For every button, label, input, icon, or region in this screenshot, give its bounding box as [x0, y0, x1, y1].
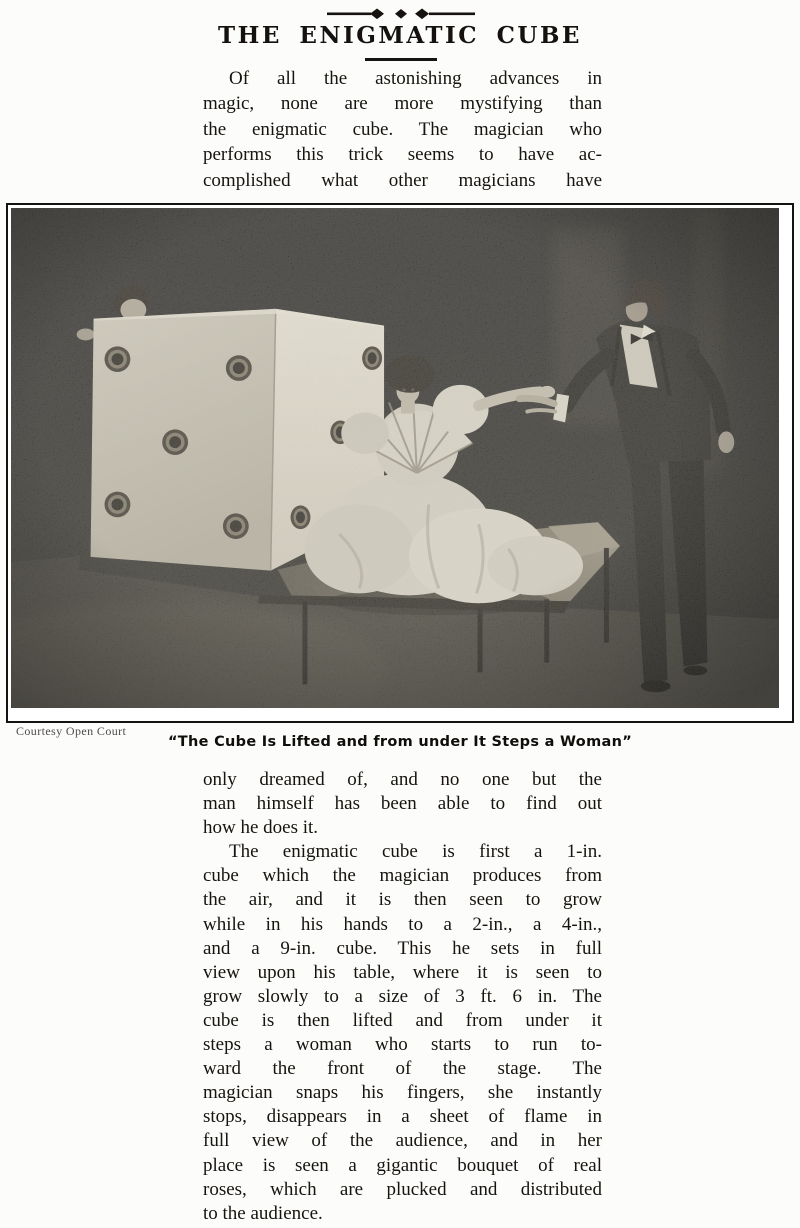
text-line: The enigmatic cube is first a 1-in.	[229, 841, 602, 863]
photo-credit: Courtesy Open Court	[16, 724, 127, 738]
text-line: Of all the astonishing advances in	[229, 68, 602, 89]
text-line: stops, disappears in a sheet of flame in	[203, 1106, 602, 1128]
page-title: THE ENIGMATIC CUBE	[218, 22, 582, 49]
text-line: grow slowly to a size of 3 ft. 6 in. The	[203, 985, 602, 1007]
text-line: place is seen a gigantic bouquet of real	[203, 1154, 602, 1176]
text-line: how he does it.	[203, 817, 319, 839]
text-line: view upon his table, where it is seen to	[203, 961, 602, 983]
text-line: and a 9-in. cube. This he sets in full	[203, 937, 602, 959]
photo-vignette	[11, 208, 779, 708]
article-column-top	[203, 66, 602, 193]
text-line: steps a woman who starts to run to-	[203, 1034, 602, 1056]
title-underline-rule	[365, 58, 437, 61]
diamond-rule-ornament	[327, 7, 475, 21]
diamond-icon	[395, 9, 407, 19]
photo-caption: “The Cube Is Lifted and from under It Steps a Woman”	[167, 734, 633, 750]
stage-photograph	[6, 203, 794, 723]
text-line: magic, none are more mystifying than	[203, 93, 602, 115]
text-line: the enigmatic cube. The magician who	[203, 118, 602, 140]
text-line: complished what other magicians have	[203, 169, 602, 191]
text-line: performs this trick seems to have ac-	[203, 144, 602, 166]
text-line: man himself has been able to find out	[203, 793, 602, 815]
diamond-icon	[370, 9, 384, 20]
text-line: while in his hands to a 2-in., a 4-in.,	[203, 913, 602, 935]
text-line: to the audience.	[203, 1202, 323, 1224]
text-line: only dreamed of, and no one but the	[203, 769, 602, 790]
text-line: the air, and it is then seen to grow	[203, 889, 602, 911]
text-line: full view of the audience, and in her	[203, 1130, 602, 1152]
text-line: ward the front of the stage. The	[203, 1058, 602, 1080]
text-line: cube which the magician produces from	[203, 865, 602, 887]
photo-illustration	[11, 208, 779, 708]
text-line: magician snaps his fingers, she instantly	[203, 1082, 602, 1104]
text-line: roses, which are plucked and distributed	[203, 1178, 602, 1200]
article-column-bottom	[203, 768, 602, 1226]
diamond-icon	[415, 9, 429, 20]
text-line: cube is then lifted and from under it	[203, 1009, 602, 1031]
